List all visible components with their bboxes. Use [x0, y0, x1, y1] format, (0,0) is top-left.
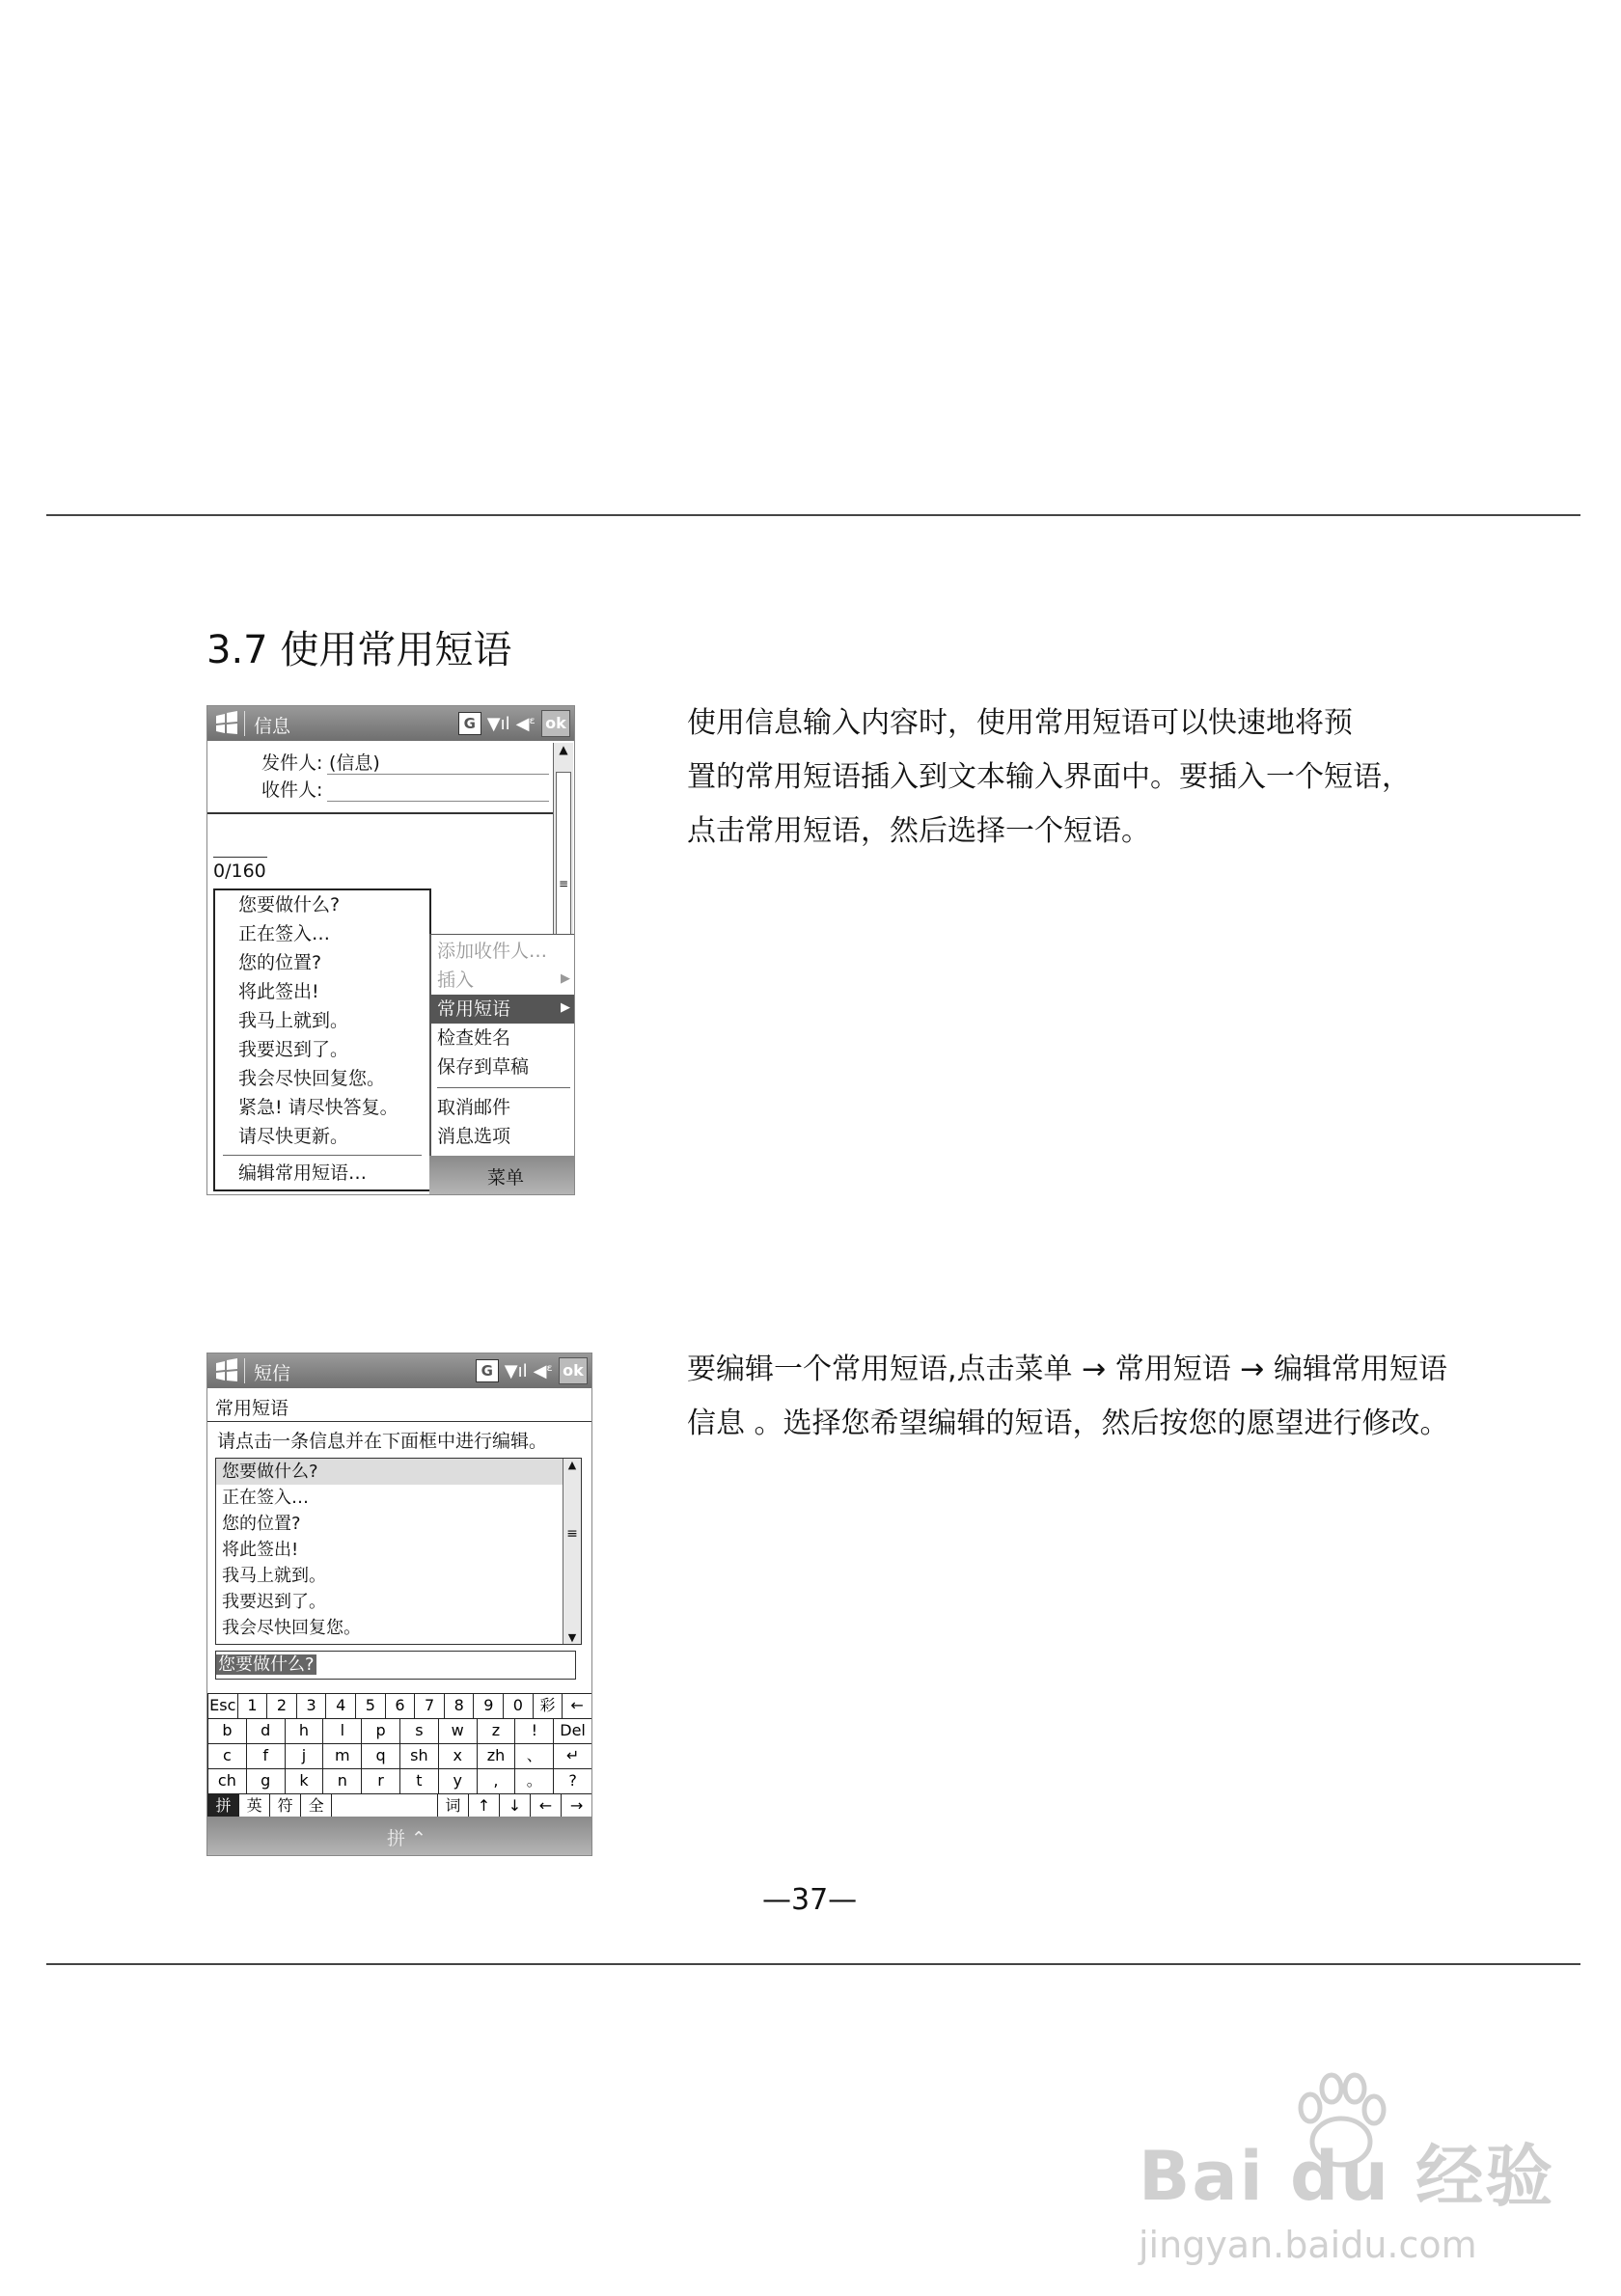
- key[interactable]: t: [400, 1769, 439, 1793]
- windows-start-icon[interactable]: [213, 1357, 240, 1384]
- phrase-row[interactable]: 您的位置?: [222, 1514, 301, 1534]
- menu-add-recipient[interactable]: 添加收件人…: [437, 941, 548, 962]
- delete-key[interactable]: Del: [554, 1719, 592, 1743]
- key[interactable]: sh: [400, 1744, 439, 1768]
- key[interactable]: p: [362, 1719, 400, 1743]
- status-icons: [458, 710, 570, 737]
- paragraph-2-line: 要编辑一个常用短语,点击菜单 → 常用短语 → 编辑常用短语: [687, 1353, 1447, 1386]
- screenshot-insert-phrase: [206, 705, 575, 1195]
- paragraph-1-line: 点击常用短语，然后选择一个短语。: [687, 814, 1150, 848]
- windows-start-icon[interactable]: [213, 710, 240, 737]
- menu-insert[interactable]: 插入: [437, 970, 475, 991]
- key[interactable]: 6: [386, 1694, 416, 1718]
- key[interactable]: zh: [478, 1744, 516, 1768]
- phrase-item[interactable]: 正在签入…: [238, 923, 331, 944]
- fullwidth-key[interactable]: 全: [301, 1794, 332, 1818]
- arrow-left-key[interactable]: ←: [531, 1794, 562, 1818]
- key[interactable]: !: [515, 1719, 554, 1743]
- scroll-down-icon[interactable]: ▼: [567, 1631, 577, 1644]
- arrow-up-key[interactable]: ↑: [469, 1794, 500, 1818]
- volume-icon[interactable]: ◀ᵋ: [533, 1360, 553, 1381]
- key[interactable]: 2: [267, 1694, 297, 1718]
- context-menu: [429, 934, 575, 1159]
- app-title: 短信: [254, 1363, 291, 1384]
- phrase-item[interactable]: 请尽快更新。: [238, 1126, 349, 1147]
- paragraph-2-line: 信息 。选择您希望编辑的短语，然后按您的愿望进行修改。: [687, 1407, 1449, 1440]
- key[interactable]: 0: [504, 1694, 534, 1718]
- page-number: —37—: [762, 1883, 858, 1917]
- from-underline: [327, 774, 549, 775]
- signal-icon[interactable]: ▼ıl: [504, 1360, 528, 1381]
- key[interactable]: k: [286, 1769, 324, 1793]
- submenu-arrow-icon: ▶: [561, 1000, 570, 1015]
- ok-button[interactable]: ok: [559, 1357, 588, 1384]
- menu-quick-text[interactable]: 常用短语: [431, 995, 575, 1024]
- phrase-item[interactable]: 我马上就到。: [238, 1010, 349, 1031]
- menu-save-draft[interactable]: 保存到草稿: [437, 1056, 530, 1078]
- menu-message-options[interactable]: 消息选项: [437, 1126, 511, 1147]
- key[interactable]: d: [247, 1719, 286, 1743]
- phrase-item[interactable]: 将此签出!: [238, 981, 319, 1002]
- menu-divider: [437, 1087, 570, 1088]
- phrase-item[interactable]: 您的位置?: [238, 952, 322, 973]
- keyboard-row-3: [208, 1744, 592, 1769]
- key[interactable]: y: [439, 1769, 478, 1793]
- phrase-item[interactable]: 我会尽快回复您。: [238, 1068, 386, 1089]
- space-key[interactable]: [332, 1794, 438, 1818]
- key[interactable]: 5: [356, 1694, 386, 1718]
- key[interactable]: 8: [445, 1694, 475, 1718]
- phrase-item[interactable]: 您要做什么?: [238, 894, 341, 916]
- signal-icon[interactable]: ▼ıl: [486, 713, 510, 734]
- scroll-up-icon[interactable]: ▲: [567, 1459, 577, 1471]
- phrase-item[interactable]: 紧急! 请尽快答复。: [238, 1097, 398, 1118]
- pinyin-mode-key[interactable]: 拼: [208, 1794, 239, 1818]
- key[interactable]: s: [400, 1719, 439, 1743]
- key[interactable]: b: [208, 1719, 247, 1743]
- key[interactable]: 3: [297, 1694, 327, 1718]
- bottom-rule: [46, 1963, 1580, 1965]
- section-title: 3.7 使用常用短语: [206, 628, 512, 672]
- key[interactable]: g: [247, 1769, 286, 1793]
- edit-phrases-item[interactable]: 编辑常用短语…: [238, 1162, 368, 1184]
- key[interactable]: l: [323, 1719, 362, 1743]
- menu-cancel-message[interactable]: 取消邮件: [437, 1097, 511, 1118]
- phrase-row[interactable]: 您要做什么?: [216, 1459, 581, 1485]
- key[interactable]: 彩: [534, 1694, 563, 1718]
- key[interactable]: ,: [478, 1769, 516, 1793]
- volume-icon[interactable]: ◀ᵋ: [515, 713, 536, 734]
- watermark-brand: Bai du 经验: [1139, 2137, 1555, 2216]
- ok-button[interactable]: ok: [541, 710, 570, 737]
- backspace-key[interactable]: ←: [563, 1694, 592, 1718]
- ime-toggle[interactable]: 拼 ⌃: [387, 1828, 426, 1849]
- app-title: 信息: [254, 716, 291, 737]
- title-separator: [244, 1358, 245, 1383]
- title-bar: [207, 706, 574, 741]
- key[interactable]: m: [323, 1744, 362, 1768]
- paragraph-2: [687, 1343, 1449, 1451]
- phrase-row[interactable]: 将此签出!: [222, 1540, 299, 1560]
- symbol-mode-key[interactable]: 符: [270, 1794, 301, 1818]
- watermark-url: jingyan.baidu.com: [1139, 2224, 1477, 2266]
- phrase-item[interactable]: 我要迟到了。: [238, 1039, 349, 1060]
- edit-phrase-value: 您要做什么?: [218, 1654, 315, 1675]
- key[interactable]: 9: [474, 1694, 504, 1718]
- key[interactable]: f: [247, 1744, 286, 1768]
- to-label: 收件人:: [261, 779, 323, 801]
- key[interactable]: r: [362, 1769, 400, 1793]
- paragraph-1: [687, 697, 1411, 859]
- screenshot-edit-phrase: [206, 1353, 592, 1856]
- key[interactable]: z: [478, 1719, 516, 1743]
- title-separator: [244, 711, 245, 736]
- english-mode-key[interactable]: 英: [239, 1794, 270, 1818]
- scroll-thumb[interactable]: ≡: [556, 772, 571, 996]
- scroll-up-icon[interactable]: ▲: [559, 743, 568, 756]
- paragraph-1-line: 使用信息输入内容时，使用常用短语可以快速地将预: [687, 706, 1353, 740]
- key[interactable]: Esc: [208, 1694, 238, 1718]
- from-label: 发件人:: [261, 752, 323, 774]
- menu-check-names[interactable]: 检查姓名: [437, 1027, 511, 1049]
- paragraph-1-line: 置的常用短语插入到文本输入界面中。要插入一个短语，: [687, 760, 1411, 794]
- key[interactable]: 。: [515, 1769, 554, 1793]
- arrow-right-key[interactable]: →: [562, 1794, 592, 1818]
- key[interactable]: h: [286, 1719, 324, 1743]
- baidu-watermark: [1139, 2122, 1554, 2266]
- arrow-down-key[interactable]: ↓: [500, 1794, 531, 1818]
- to-field[interactable]: [327, 801, 549, 802]
- from-value: (信息): [329, 752, 380, 774]
- keyboard-row-2: [208, 1719, 592, 1744]
- screen-heading: 常用短语: [215, 1398, 289, 1419]
- soft-keyboard: [207, 1693, 592, 1819]
- key[interactable]: ch: [208, 1769, 247, 1793]
- submenu-arrow-icon: ▶: [561, 971, 570, 986]
- edit-phrase-input[interactable]: [215, 1651, 576, 1680]
- key[interactable]: ?: [554, 1769, 592, 1793]
- phrase-key[interactable]: 词: [438, 1794, 469, 1818]
- phrase-row[interactable]: 我会尽快回复您。: [222, 1618, 361, 1638]
- key[interactable]: 、: [515, 1744, 554, 1768]
- status-icons: [476, 1357, 588, 1384]
- title-bar: [207, 1353, 591, 1388]
- scroll-thumb[interactable]: ≡: [566, 1526, 578, 1542]
- phrase-row[interactable]: 我马上就到。: [222, 1566, 326, 1586]
- key[interactable]: 4: [326, 1694, 356, 1718]
- gprs-icon[interactable]: G: [476, 1359, 499, 1382]
- key[interactable]: 1: [238, 1694, 268, 1718]
- keyboard-row-4: [208, 1769, 592, 1794]
- list-scrollbar[interactable]: [563, 1459, 581, 1644]
- menu-softkey[interactable]: 菜单: [487, 1167, 525, 1189]
- key[interactable]: n: [323, 1769, 362, 1793]
- paw-logo-icon: [1283, 2069, 1399, 2175]
- soft-key-bar: [429, 1156, 574, 1194]
- phrase-list[interactable]: [215, 1458, 582, 1645]
- instruction-text: 请点击一条信息并在下面框中进行编辑。: [217, 1431, 548, 1452]
- phrase-row[interactable]: 正在签入…: [222, 1488, 309, 1508]
- soft-key-bar: [207, 1817, 591, 1855]
- key[interactable]: w: [439, 1719, 478, 1743]
- phrase-popup: [213, 888, 431, 1191]
- key[interactable]: c: [208, 1744, 247, 1768]
- phrase-row[interactable]: 我要迟到了。: [222, 1592, 326, 1612]
- key[interactable]: j: [286, 1744, 324, 1768]
- char-count: 0/160: [213, 861, 266, 882]
- enter-key[interactable]: ↵: [554, 1744, 592, 1768]
- top-rule: [46, 514, 1580, 516]
- body-divider: [213, 857, 267, 858]
- gprs-icon[interactable]: G: [458, 712, 481, 735]
- key[interactable]: 7: [415, 1694, 445, 1718]
- key[interactable]: q: [362, 1744, 400, 1768]
- keyboard-row-1: [208, 1694, 592, 1719]
- popup-divider: [223, 1155, 422, 1156]
- header-divider: [207, 812, 553, 814]
- key[interactable]: x: [439, 1744, 478, 1768]
- heading-divider: [207, 1421, 591, 1422]
